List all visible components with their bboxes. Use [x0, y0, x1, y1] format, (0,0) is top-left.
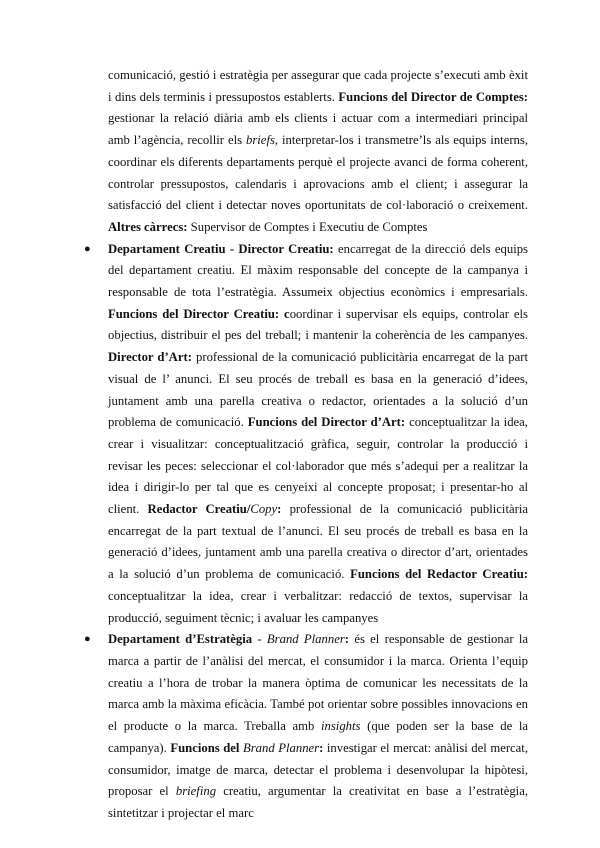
- bullet-icon: ●: [84, 633, 91, 646]
- bullet-icon: ●: [84, 242, 91, 255]
- strategy-text: Departament d’Estratègia - Brand Planner: és el responsable de gestionar la marca a partir de l’anàlisi del mercat, el consumidor i la marca. Orienta l’equip creatiu a l’hora de trobar la manera òptima de comunicar les necessitats de la marca amb la màxima eficàcia. També pot orientar sobre possibles innovacions en el producte o la marca. Treballa amb insights (que poden ser la base de la campanya). Funcions del Brand Planner: investigar el mercat: anàlisi del mercat, consumidor, imatge de marca, detectar el problema i desenvolupar la hipòtesi, proposar el briefing creatiu, argumentar la creativitat en base a l’estratègia, sintetitzar i projectar el marc: [108, 632, 529, 820]
- page-body: [84, 65, 529, 825]
- account-paragraph: [108, 65, 528, 239]
- strategy-department-item: [84, 629, 529, 824]
- creative-text: Departament Creatiu - Director Creatiu: encarregat de la direcció dels equips del departament creatiu. El màxim responsable del concepte de la campanya i responsable de tota l’estratègia. Assumeix objectius econòmics i empresarials. Funcions del Director Creatiu: coordinar i supervisar els equips, controlar els objectius, distribuir el pes del treball; i mantenir la coherència de les campanyes. Director d’Art: professional de la comunicació publicitària encarregat de la part visual de l’ anunci. El seu procés de treball es basa en la generació d’idees, juntament amb una parella creativa o redactor, orientades a la solució d’un problema de comunicació. Funcions del Director d’Art: conceptualitzar la idea, crear i visualitzar: conceptualització gràfica, seguir, controlar la producció i revisar les peces: seleccionar el col·laborador que més s’adequi per a realitzar la idea i dirigir-lo per tal que es cenyeixi al concepte proposat; i presentar-ho al client. Redactor Creatiu/Copy: professional de la comunicació publicitària encarregat de la part textual de l’anunci. El seu procés de treball es basa en la generació d’idees, juntament amb una parella creativa o director d’art, orientades a la solució d’un problema de comunicació. Funcions del Redactor Creatiu: conceptualitzar la idea, crear i verbalitzar: redacció de textos, supervisar la producció, seguiment tècnic; i avaluar les campanyes: [108, 241, 529, 625]
- account-text: comunicació, gestió i estratègia per assegurar que cada projecte s’executi amb èxit i dins dels terminis i pressupostos establerts. Funcions del Director de Comptes: gestionar la relació diària amb els clients i actuar com a intermediari principal amb l’agència, recollir els briefs, interpretar-los i transmetre’ls als equips interns, coordinar els diferents departaments perquè el projecte avanci de forma coherent, controlar pressupostos, calendaris i aprovacions amb el client; i assegurar la satisfacció del client i detectar noves oportunitats de col·laboració o creixement. Altres càrrecs: Supervisor de Comptes i Executiu de Comptes: [108, 68, 528, 234]
- creative-department-item: [84, 239, 529, 630]
